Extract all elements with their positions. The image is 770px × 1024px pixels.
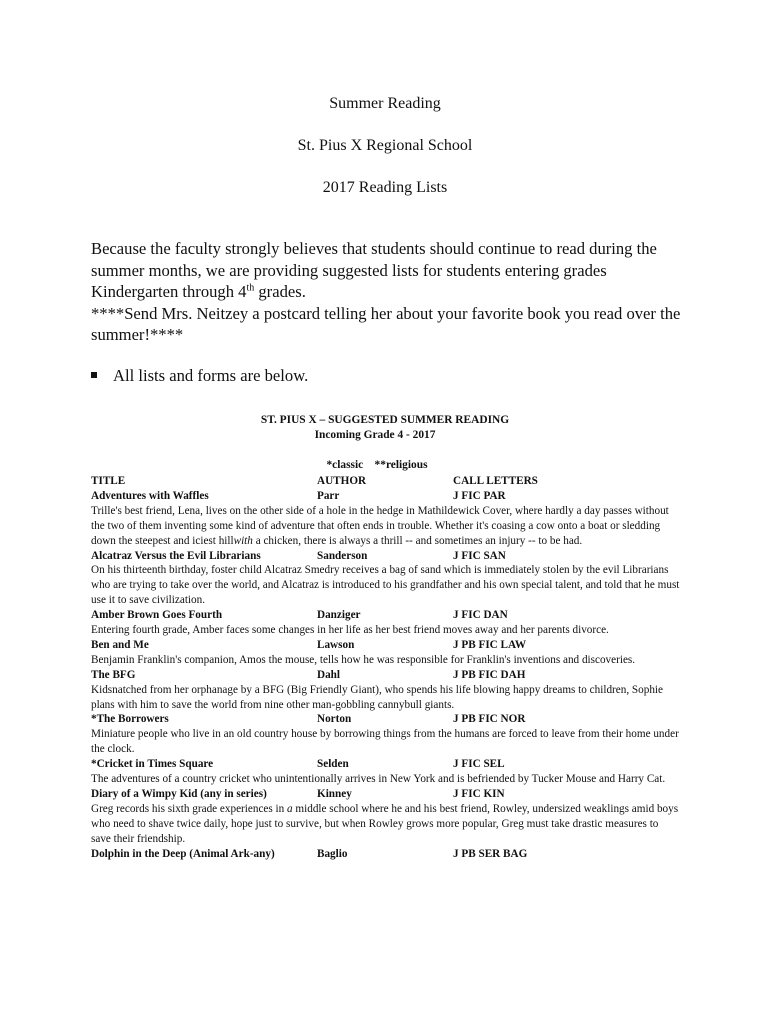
book-title: Ben and Me bbox=[91, 638, 149, 651]
book-description: On his thirteenth birthday, foster child Alcatraz Smedry receives a bag of sand which is immediately stolen by the evil Librarians who are trying to take over the world, and Alcatraz is introduced to his grandfather and his own special talent, and told that he must use it to save civilization. bbox=[91, 564, 680, 607]
book-description: The adventures of a country cricket who unintentionally arrives in New York and is befriended by Tucker Mouse and Harry Cat. bbox=[91, 773, 666, 785]
desc-text: Greg records his sixth grade experiences in bbox=[91, 802, 288, 815]
desc-text-end: a chicken, there is always a thrill -- and sometimes an injury -- to be had. bbox=[252, 534, 583, 547]
school-name: St. Pius X Regional School bbox=[297, 137, 473, 154]
book-row bbox=[91, 549, 681, 564]
book-author: Sanderson bbox=[317, 549, 368, 562]
book-title: *Cricket in Times Square bbox=[91, 758, 214, 771]
header-call-letters: CALL LETTERS bbox=[453, 475, 538, 487]
desc-text-end: middle school where he and his best friend, Rowley, undersized weaklings amid boys who need to shave twice daily, hope just to survive, but when Rowley grows more popular, Greg must take drastic measures to save their friendship. bbox=[91, 802, 679, 845]
postcard-note: ****Send Mrs. Neitzey a postcard telling her about your favorite book you read over the summer!**** bbox=[91, 303, 681, 344]
book-author: Kinney bbox=[317, 787, 352, 800]
book-row bbox=[91, 757, 681, 772]
book-row bbox=[91, 638, 681, 653]
book-call-letters: J PB SER BAG bbox=[453, 847, 528, 860]
book-description bbox=[91, 504, 681, 549]
book-call-letters: J FIC KIN bbox=[453, 787, 505, 800]
book-row bbox=[91, 787, 681, 802]
book-author: Norton bbox=[317, 713, 352, 726]
intro-text-end: grades. bbox=[254, 282, 306, 301]
book-row bbox=[91, 489, 681, 504]
book-call-letters: J PB FIC NOR bbox=[453, 713, 526, 726]
book-call-letters: J FIC SAN bbox=[453, 549, 506, 562]
list-year: 2017 Reading Lists bbox=[322, 179, 448, 196]
book-call-letters: J PB FIC DAH bbox=[453, 668, 526, 681]
book-author: Lawson bbox=[317, 638, 355, 651]
book-title: Dolphin in the Deep (Animal Ark-any) bbox=[91, 847, 275, 860]
list-subtitle: Incoming Grade 4 - 2017 bbox=[314, 429, 436, 441]
book-description: Benjamin Franklin's companion, Amos the mouse, tells how he was responsible for Franklin's inventions and discoveries. bbox=[91, 653, 636, 666]
desc-emphasis: with bbox=[233, 534, 253, 547]
book-title: Diary of a Wimpy Kid (any in series) bbox=[91, 787, 267, 800]
book-call-letters: J FIC PAR bbox=[453, 489, 506, 502]
doc-title: Summer Reading bbox=[329, 95, 441, 112]
book-author: Parr bbox=[317, 489, 340, 502]
desc-text: Trille's best friend, Lena, lives on the other side of a hole in the hedge in Mathildewick Cover, where hardly a day passes without the two of them inventing some kind of adventure that often ends in trouble. Whether it's coasing a cow onto a boat or sledding down the steepest and iciest hill bbox=[91, 504, 669, 547]
book-call-letters: J FIC DAN bbox=[453, 609, 508, 622]
book-description: Kidsnatched from her orphanage by a BFG (Big Friendly Giant), who spends his life blowing happy dreams to children, Sophie plans with him to save the world from nine other man-gobbling cannybull giants. bbox=[91, 683, 664, 711]
list-legend bbox=[0, 459, 762, 471]
bullet-item bbox=[91, 366, 308, 386]
book-author: Danziger bbox=[317, 609, 361, 622]
list-title: ST. PIUS X – SUGGESTED SUMMER READING bbox=[260, 414, 510, 426]
book-author: Dahl bbox=[317, 668, 341, 681]
column-headers bbox=[91, 474, 681, 489]
intro-superscript: th bbox=[246, 282, 255, 294]
legend-text: *classic **religious bbox=[326, 459, 428, 471]
bullet-text: All lists and forms are below. bbox=[113, 366, 309, 385]
book-title: The BFG bbox=[91, 668, 136, 681]
book-row bbox=[91, 847, 681, 862]
book-row bbox=[91, 608, 681, 623]
book-description: Entering fourth grade, Amber faces some changes in her life as her best friend moves away and her parents divorce. bbox=[91, 624, 609, 636]
desc-emphasis: a bbox=[287, 802, 293, 815]
square-bullet-icon bbox=[91, 372, 97, 378]
book-row bbox=[91, 668, 681, 683]
book-author: Baglio bbox=[317, 847, 348, 860]
book-title: Amber Brown Goes Fourth bbox=[91, 609, 223, 622]
intro-paragraph bbox=[91, 238, 691, 346]
book-title: Alcatraz Versus the Evil Librarians bbox=[91, 549, 261, 562]
book-description bbox=[91, 802, 681, 847]
book-title: Adventures with Waffles bbox=[91, 489, 209, 502]
header-author: AUTHOR bbox=[317, 475, 367, 487]
book-call-letters: J FIC SEL bbox=[453, 758, 505, 771]
book-list bbox=[91, 474, 681, 861]
book-row bbox=[91, 712, 681, 727]
intro-text: Because the faculty strongly believes that students should continue to read during the summer months, we are providing suggested lists for students entering grades Kindergarten through 4 bbox=[91, 239, 657, 301]
header-title: TITLE bbox=[91, 475, 126, 487]
book-author: Selden bbox=[317, 758, 349, 771]
book-call-letters: J PB FIC LAW bbox=[453, 638, 527, 651]
book-description: Miniature people who live in an old country house by borrowing things from the humans are forced to leave from their home under the clock. bbox=[91, 728, 679, 756]
book-title: *The Borrowers bbox=[91, 713, 169, 726]
